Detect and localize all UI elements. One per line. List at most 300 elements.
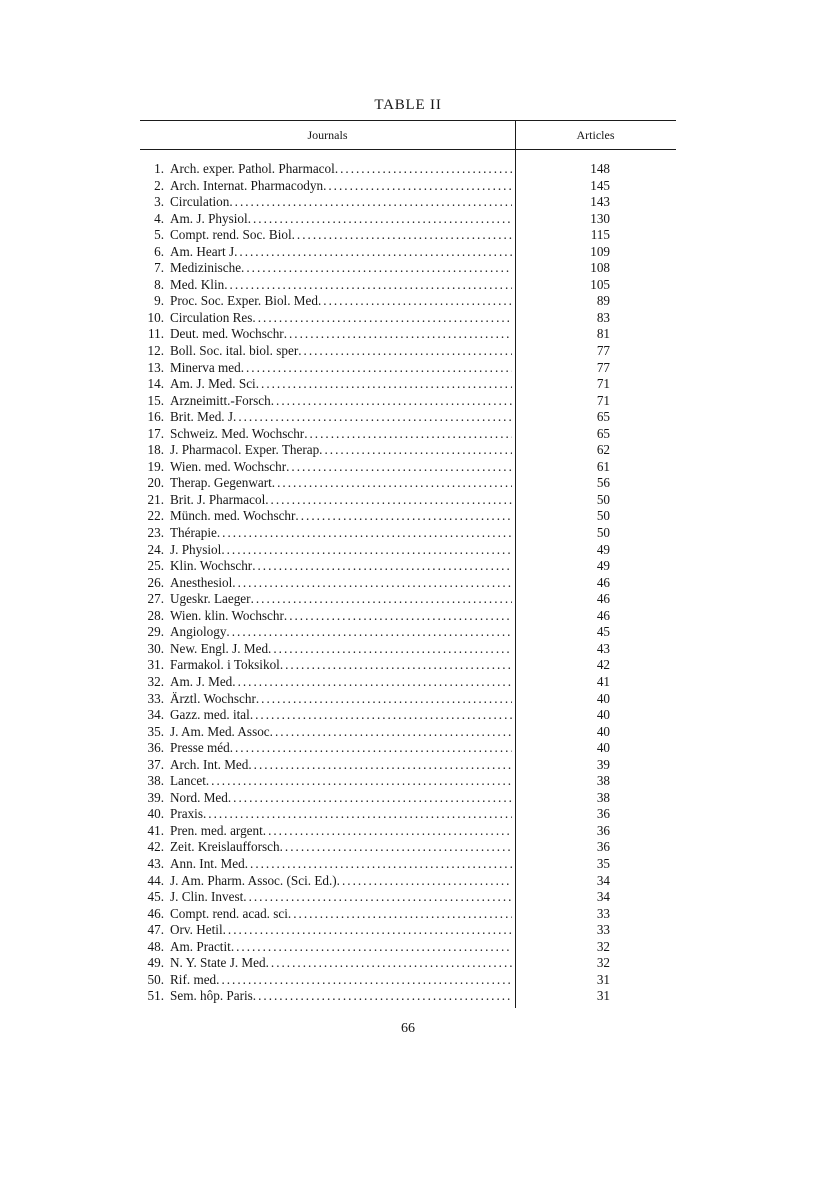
journal-cell — [140, 558, 515, 575]
row-rank: 29. — [147, 624, 164, 640]
dot-leader — [271, 393, 512, 410]
journal-cell — [140, 393, 515, 410]
dot-leader — [216, 972, 512, 989]
table-body — [140, 150, 676, 1008]
journal-cell — [140, 343, 515, 360]
article-count: 36 — [596, 806, 610, 822]
journal-cell — [140, 624, 515, 641]
table-row — [140, 591, 676, 608]
dot-leader — [298, 343, 512, 360]
row-rank: 13. — [147, 359, 164, 375]
row-rank: 51. — [147, 988, 164, 1004]
table-row — [140, 409, 676, 426]
journal-name: Circulation — [170, 194, 230, 210]
journal-name: N. Y. State J. Med — [170, 955, 266, 971]
journal-cell — [140, 873, 515, 890]
article-count: 77 — [596, 359, 610, 375]
journal-name: J. Clin. Invest — [170, 889, 244, 905]
journal-cell — [140, 707, 515, 724]
journal-cell — [140, 360, 515, 377]
article-count: 105 — [590, 276, 610, 292]
journal-name: Minerva med — [170, 359, 241, 375]
journal-cell — [140, 409, 515, 426]
journal-cell — [140, 806, 515, 823]
journal-cell — [140, 691, 515, 708]
table-row — [140, 525, 676, 542]
row-rank: 42. — [147, 839, 164, 855]
journal-cell — [140, 889, 515, 906]
dot-leader — [223, 922, 512, 939]
table-row — [140, 194, 676, 211]
journal-cell — [140, 277, 515, 294]
table-row — [140, 326, 676, 343]
row-rank: 26. — [147, 574, 164, 590]
table-header-row — [140, 121, 676, 150]
row-rank: 36. — [147, 740, 164, 756]
table-row — [140, 178, 676, 195]
article-count: 40 — [596, 740, 610, 756]
table-row — [140, 955, 676, 972]
row-rank: 35. — [147, 723, 164, 739]
row-rank: 48. — [147, 938, 164, 954]
row-rank: 40. — [147, 806, 164, 822]
article-count: 36 — [596, 822, 610, 838]
journal-name: Compt. rend. acad. sci — [170, 905, 288, 921]
dot-leader — [206, 773, 512, 790]
journal-cell — [140, 178, 515, 195]
article-count: 35 — [596, 855, 610, 871]
row-rank: 41. — [147, 822, 164, 838]
row-rank: 38. — [147, 773, 164, 789]
row-rank: 12. — [147, 343, 164, 359]
row-rank: 10. — [147, 309, 164, 325]
row-rank: 16. — [147, 409, 164, 425]
table-row — [140, 922, 676, 939]
table-row — [140, 873, 676, 890]
table-row — [140, 889, 676, 906]
dot-leader — [232, 575, 512, 592]
dot-leader — [272, 475, 512, 492]
journal-name: Klin. Wochschr — [170, 558, 253, 574]
row-rank: 5. — [154, 227, 164, 243]
article-count: 77 — [596, 343, 610, 359]
journal-name: Am. J. Med — [170, 673, 233, 689]
row-rank: 1. — [154, 161, 164, 176]
journal-name: Angiology — [170, 624, 227, 640]
journal-cell — [140, 492, 515, 509]
row-rank: 3. — [154, 194, 164, 210]
journal-name: Wien. klin. Wochschr — [170, 607, 284, 623]
dot-leader — [319, 442, 512, 459]
row-rank: 15. — [147, 392, 164, 408]
journal-name: Ugeskr. Laeger — [170, 591, 251, 607]
article-count: 34 — [596, 889, 610, 905]
dot-leader — [229, 194, 512, 211]
journal-cell — [140, 790, 515, 807]
article-count: 50 — [596, 491, 610, 507]
journal-name: Pren. med. argent — [170, 822, 263, 838]
article-count: 46 — [596, 607, 610, 623]
dot-leader — [256, 376, 512, 393]
journal-name: Presse méd — [170, 740, 230, 756]
journal-name: J. Am. Med. Assoc — [170, 723, 270, 739]
table-row — [140, 227, 676, 244]
table-row — [140, 475, 676, 492]
article-count: 83 — [596, 309, 610, 325]
journal-name: Am. J. Physiol — [170, 210, 248, 226]
row-rank: 14. — [147, 376, 164, 392]
table-row — [140, 674, 676, 691]
journal-name: Farmakol. i Toksikol — [170, 657, 280, 673]
journal-name: Proc. Soc. Exper. Biol. Med — [170, 293, 318, 309]
row-rank: 23. — [147, 525, 164, 541]
dot-leader — [284, 326, 512, 343]
row-rank: 31. — [147, 657, 164, 673]
dot-leader — [230, 740, 512, 757]
journal-name: Gazz. med. ital — [170, 707, 250, 723]
dot-leader — [231, 939, 512, 956]
journal-cell — [140, 757, 515, 774]
dot-leader — [217, 525, 512, 542]
table-row — [140, 293, 676, 310]
table-row — [140, 790, 676, 807]
article-count: 40 — [596, 723, 610, 739]
article-count: 41 — [596, 673, 610, 689]
table-row — [140, 343, 676, 360]
journal-name: Wien. med. Wochschr — [170, 458, 287, 474]
table-row — [140, 459, 676, 476]
row-rank: 43. — [147, 855, 164, 871]
row-rank: 9. — [154, 293, 164, 309]
article-count: 31 — [596, 971, 610, 987]
journal-cell — [140, 608, 515, 625]
journal-name: Brit. Med. J — [170, 409, 234, 425]
article-count: 109 — [590, 243, 610, 259]
row-rank: 28. — [147, 607, 164, 623]
article-count: 40 — [596, 707, 610, 723]
dot-leader — [251, 591, 512, 608]
journal-name: Arch. exper. Pathol. Pharmacol — [170, 161, 335, 176]
journal-name: Brit. J. Pharmacol — [170, 491, 266, 507]
dot-leader — [295, 508, 512, 525]
journal-name: New. Engl. J. Med — [170, 640, 269, 656]
row-rank: 39. — [147, 789, 164, 805]
table-row — [140, 492, 676, 509]
journal-cell — [140, 293, 515, 310]
table-row — [140, 558, 676, 575]
table-row — [140, 277, 676, 294]
journal-name: Am. J. Med. Sci — [170, 376, 256, 392]
dot-leader — [203, 806, 512, 823]
row-rank: 11. — [148, 326, 164, 342]
article-count: 145 — [590, 177, 610, 193]
journal-cell — [140, 442, 515, 459]
journal-name: Thérapie — [170, 525, 217, 541]
article-count: 71 — [596, 392, 610, 408]
table-row — [140, 691, 676, 708]
dot-leader — [248, 757, 512, 774]
table-row — [140, 988, 676, 1005]
table-row — [140, 773, 676, 790]
row-rank: 21. — [147, 491, 164, 507]
dot-leader — [224, 277, 512, 294]
journal-cell — [140, 310, 515, 327]
row-rank: 20. — [147, 475, 164, 491]
dot-leader — [228, 790, 512, 807]
article-count: 61 — [596, 458, 610, 474]
table-row — [140, 641, 676, 658]
dot-leader — [284, 608, 512, 625]
journal-name: Praxis — [170, 806, 203, 822]
dot-leader — [256, 691, 512, 708]
article-count: 42 — [596, 657, 610, 673]
dot-leader — [286, 459, 512, 476]
table-row — [140, 310, 676, 327]
journal-cell — [140, 839, 515, 856]
journal-cell — [140, 260, 515, 277]
article-count: 62 — [596, 442, 610, 458]
table-row — [140, 542, 676, 559]
journal-name: Am. Practit — [170, 938, 231, 954]
journal-cell — [140, 922, 515, 939]
journal-name: J. Am. Pharm. Assoc. (Sci. Ed.) — [170, 872, 337, 888]
dot-leader — [226, 624, 512, 641]
table-row — [140, 575, 676, 592]
journal-cell — [140, 939, 515, 956]
article-count: 33 — [596, 905, 610, 921]
table-row — [140, 376, 676, 393]
journal-cell — [140, 459, 515, 476]
table-row — [140, 161, 676, 178]
row-rank: 37. — [147, 756, 164, 772]
journal-cell — [140, 244, 515, 261]
dot-leader — [335, 161, 512, 178]
journal-name: Compt. rend. Soc. Biol — [170, 227, 292, 243]
journal-cell — [140, 955, 515, 972]
journal-name: Schweiz. Med. Wochschr — [170, 425, 305, 441]
table-title: TABLE II — [374, 97, 442, 113]
dot-leader — [323, 178, 512, 195]
article-count: 50 — [596, 508, 610, 524]
article-count: 38 — [596, 773, 610, 789]
journal-name: Anesthesiol — [170, 574, 233, 590]
dot-leader — [280, 657, 512, 674]
journal-name: Med. Klin — [170, 276, 225, 292]
table-row — [140, 839, 676, 856]
journal-name: Therap. Gegenwart — [170, 475, 272, 491]
table-row — [140, 972, 676, 989]
row-rank: 6. — [154, 243, 164, 259]
row-rank: 33. — [147, 690, 164, 706]
table-row — [140, 211, 676, 228]
article-count: 46 — [596, 574, 610, 590]
dot-leader — [252, 310, 512, 327]
table-row — [140, 244, 676, 261]
dot-leader — [241, 260, 512, 277]
table-row — [140, 360, 676, 377]
row-rank: 46. — [147, 905, 164, 921]
journal-cell — [140, 972, 515, 989]
dot-leader — [233, 409, 512, 426]
dot-leader — [268, 641, 512, 658]
journal-cell — [140, 674, 515, 691]
article-count: 32 — [596, 955, 610, 971]
page-number: 66 — [401, 1020, 415, 1036]
article-count: 45 — [596, 624, 610, 640]
article-count: 148 — [590, 161, 610, 176]
journal-cell — [140, 906, 515, 923]
journal-name: Medizinische — [170, 260, 242, 276]
journal-name: J. Pharmacol. Exper. Therap — [170, 442, 320, 458]
row-rank: 24. — [147, 541, 164, 557]
dot-leader — [253, 988, 512, 1005]
table-row — [140, 393, 676, 410]
journal-cell — [140, 542, 515, 559]
journal-cell — [140, 724, 515, 741]
journal-name: Arch. Int. Med — [170, 756, 249, 772]
journal-name: Boll. Soc. ital. biol. sper — [170, 343, 299, 359]
row-rank: 50. — [147, 971, 164, 987]
dot-leader — [263, 823, 512, 840]
dot-leader — [241, 360, 512, 377]
article-count: 65 — [596, 409, 610, 425]
article-count: 38 — [596, 789, 610, 805]
journal-name: Zeit. Kreislaufforsch — [170, 839, 280, 855]
table-row — [140, 906, 676, 923]
journal-cell — [140, 657, 515, 674]
article-count: 143 — [590, 194, 610, 210]
article-count: 81 — [596, 326, 610, 342]
column-header-journals: Journals — [307, 128, 348, 142]
row-rank: 18. — [147, 442, 164, 458]
dot-leader — [288, 906, 512, 923]
dot-leader — [280, 839, 512, 856]
table-row — [140, 657, 676, 674]
journal-cell — [140, 823, 515, 840]
journal-name: Ärztl. Wochschr — [170, 690, 256, 706]
table-row — [140, 508, 676, 525]
column-divider-line — [515, 121, 516, 1008]
article-count: 130 — [590, 210, 610, 226]
dot-leader — [292, 227, 512, 244]
dot-leader — [265, 492, 512, 509]
journal-cell — [140, 227, 515, 244]
row-rank: 27. — [147, 591, 164, 607]
journal-name: Am. Heart J — [170, 243, 235, 259]
article-count: 49 — [596, 558, 610, 574]
article-count: 34 — [596, 872, 610, 888]
journal-cell — [140, 773, 515, 790]
article-count: 89 — [596, 293, 610, 309]
article-count: 71 — [596, 376, 610, 392]
row-rank: 22. — [147, 508, 164, 524]
journal-cell — [140, 508, 515, 525]
dot-leader — [318, 293, 512, 310]
row-rank: 45. — [147, 889, 164, 905]
table-row — [140, 806, 676, 823]
dot-leader — [245, 856, 512, 873]
table-row — [140, 608, 676, 625]
journal-cell — [140, 376, 515, 393]
row-rank: 2. — [154, 177, 164, 193]
dot-leader — [304, 426, 512, 443]
table-row — [140, 823, 676, 840]
article-count: 115 — [590, 227, 610, 243]
article-count: 32 — [596, 938, 610, 954]
dot-leader — [250, 707, 512, 724]
journal-cell — [140, 475, 515, 492]
dot-leader — [270, 724, 512, 741]
journal-cell — [140, 326, 515, 343]
journal-name: Sem. hôp. Paris — [170, 988, 253, 1004]
journal-cell — [140, 525, 515, 542]
article-count: 39 — [596, 756, 610, 772]
dot-leader — [252, 558, 512, 575]
row-rank: 49. — [147, 955, 164, 971]
journal-cell — [140, 591, 515, 608]
dot-leader — [243, 889, 512, 906]
table-row — [140, 260, 676, 277]
table-row — [140, 624, 676, 641]
row-rank: 44. — [147, 872, 164, 888]
journal-cell — [140, 856, 515, 873]
journal-name: Münch. med. Wochschr — [170, 508, 296, 524]
article-count: 49 — [596, 541, 610, 557]
journal-name: Arch. Internat. Pharmacodyn — [170, 177, 324, 193]
article-count: 31 — [596, 988, 610, 1004]
journal-name: Arzneimitt.-Forsch — [170, 392, 271, 408]
article-count: 46 — [596, 591, 610, 607]
journal-cell — [140, 194, 515, 211]
row-rank: 34. — [147, 707, 164, 723]
table-row — [140, 856, 676, 873]
row-rank: 30. — [147, 640, 164, 656]
article-count: 43 — [596, 640, 610, 656]
journal-name: Deut. med. Wochschr — [170, 326, 284, 342]
dot-leader — [221, 542, 512, 559]
journal-name: Lancet — [170, 773, 206, 789]
dot-leader — [337, 873, 512, 890]
journal-cell — [140, 641, 515, 658]
article-count: 50 — [596, 525, 610, 541]
row-rank: 8. — [154, 276, 164, 292]
row-rank: 32. — [147, 673, 164, 689]
journal-cell — [140, 575, 515, 592]
row-rank: 25. — [147, 558, 164, 574]
table-row — [140, 707, 676, 724]
row-rank: 47. — [147, 922, 164, 938]
journal-cell — [140, 426, 515, 443]
table-row — [140, 757, 676, 774]
article-count: 108 — [590, 260, 610, 276]
journal-name: Nord. Med — [170, 789, 228, 805]
table-row — [140, 724, 676, 741]
row-rank: 17. — [147, 425, 164, 441]
journal-name: Orv. Hetil — [170, 922, 223, 938]
column-header-articles: Articles — [576, 128, 615, 142]
journal-cell — [140, 211, 515, 228]
row-rank: 4. — [154, 210, 164, 226]
article-count: 40 — [596, 690, 610, 706]
journal-name: J. Physiol — [170, 541, 222, 557]
row-rank: 19. — [147, 458, 164, 474]
table-row — [140, 939, 676, 956]
journal-cell — [140, 740, 515, 757]
dot-leader — [232, 674, 512, 691]
table-row — [140, 442, 676, 459]
row-rank: 7. — [154, 260, 164, 276]
table-row — [140, 740, 676, 757]
